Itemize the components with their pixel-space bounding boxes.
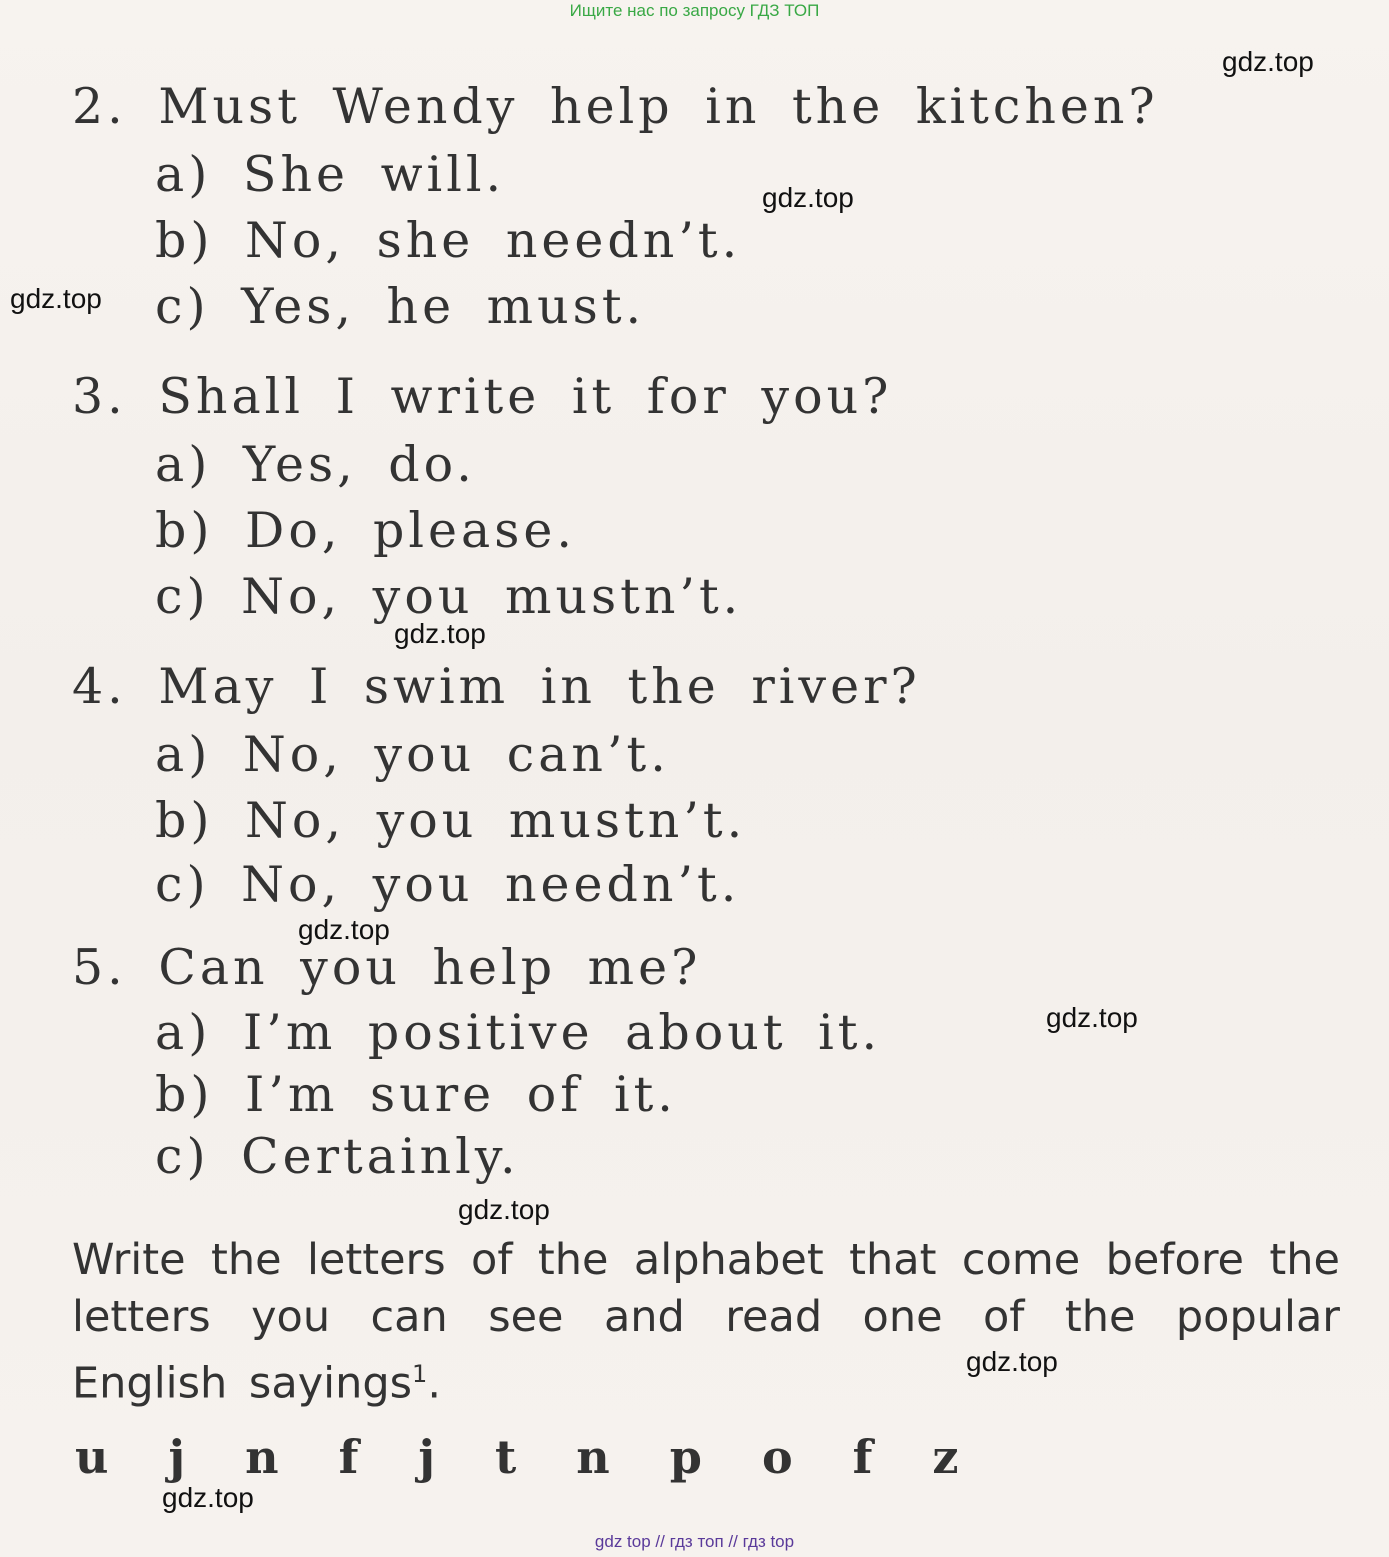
question-3-option-b: b) Do, please. [155,502,576,559]
question-3-option-c: c) No, you mustn’t. [155,568,743,625]
question-5-option-a: a) I’m positive about it. [155,1004,882,1061]
watermark: gdz.top [458,1194,550,1225]
question-2-option-b: b) No, she needn’t. [155,212,742,269]
watermark: gdz.top [162,1482,254,1513]
watermark: gdz.top [10,283,102,314]
instruction-end: . [427,1358,441,1409]
watermark: gdz.top [298,914,390,945]
question-3-option-a: a) Yes, do. [155,436,476,493]
question-5: 5. Can you help me? [72,939,702,996]
footnote-marker: 1 [412,1360,428,1388]
watermark: gdz.top [1046,1002,1138,1033]
question-2-option-c: c) Yes, he must. [155,278,646,335]
question-2-option-a: a) She will. [155,146,506,203]
letter-sequence: u j n f j t n p o f z [75,1430,981,1484]
watermark: gdz.top [966,1346,1058,1377]
question-5-option-c: c) Certainly. [155,1128,520,1185]
exercise-instruction [72,1232,1340,1412]
bottom-banner[interactable]: gdz top // гдз топ // гдз top [594,1532,795,1551]
question-3: 3. Shall I write it for you? [72,368,893,425]
question-5-option-b: b) I’m sure of it. [155,1066,677,1123]
instruction-text: Write the letters of the alphabet that come before the letters you can see and read one of the popular English sayings [72,1235,1340,1409]
question-4-option-c: c) No, you needn’t. [155,856,741,913]
watermark: gdz.top [762,182,854,213]
watermark: gdz.top [1222,46,1314,77]
question-4: 4. May I swim in the river? [72,658,921,715]
question-4-option-b: b) No, you mustn’t. [155,792,747,849]
question-2: 2. Must Wendy help in the kitchen? [72,78,1159,135]
top-banner[interactable]: Ищите нас по запросу ГДЗ ТОП [569,1,820,20]
question-4-option-a: a) No, you can’t. [155,726,670,783]
watermark: gdz.top [394,618,486,649]
